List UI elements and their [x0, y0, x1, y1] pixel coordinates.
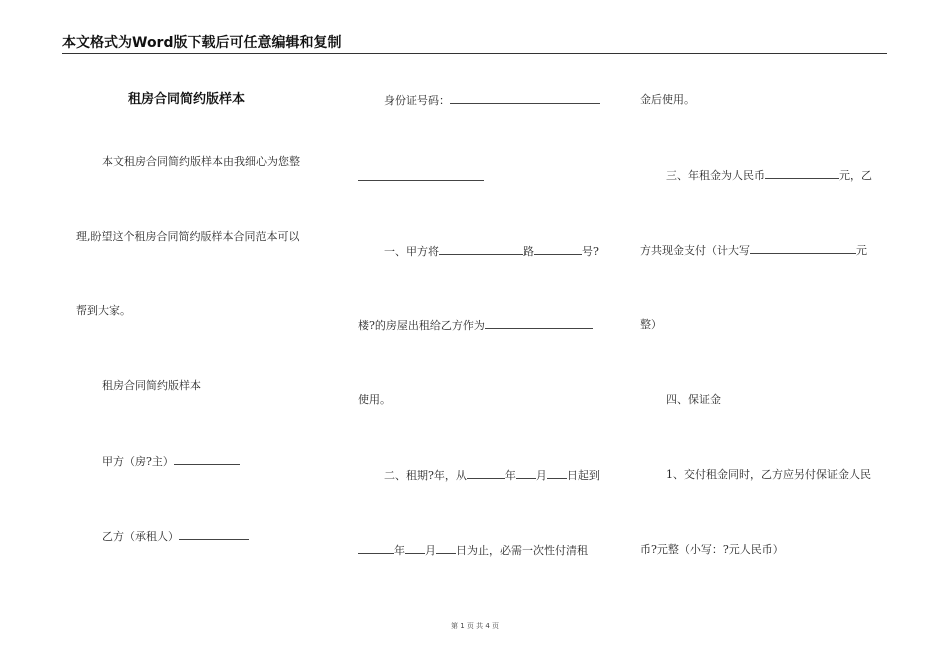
clause-3-text-a: 三、年租金为人民币 [666, 169, 765, 182]
clause-1-line-1 [384, 244, 599, 259]
clause-1-text-a: 一、甲方将 [384, 245, 439, 258]
annual-rent-blank [765, 168, 839, 179]
end-month-blank [405, 543, 425, 554]
end-year-label: 年 [394, 544, 405, 557]
clause-3-text-b: 方共现金支付（计大写 [640, 244, 750, 257]
document-title: 租房合同简约版样本 [128, 92, 246, 107]
clause-2-text-a: 二、租期?年，从 [384, 469, 467, 482]
clause-4-line-2: 币?元整（小写：?元人民币） [640, 543, 784, 556]
road-label: 路 [523, 245, 534, 258]
start-year-blank [467, 468, 505, 479]
page-footer: 第 1 页 共 4 页 [450, 622, 500, 630]
clause-3-line-3: 整） [640, 318, 662, 331]
start-day-label: 日起到 [566, 469, 600, 482]
clause-2-line-1 [384, 468, 600, 483]
intro-line-1: 本文租房合同简约版样本由我细心为您整 [102, 155, 300, 168]
clause-2-text-b: 日为止，必需一次性付清租 [456, 544, 588, 557]
right-line-1: 金后使用。 [640, 93, 695, 106]
road-blank [439, 244, 523, 255]
start-day-blank [547, 468, 567, 479]
end-year-blank [358, 543, 394, 554]
party-b-line [102, 529, 249, 544]
clause-1-text-b: 楼?的房屋出租给乙方作为 [358, 319, 485, 332]
id-number-blank [450, 93, 600, 104]
id-number-line [384, 93, 600, 108]
page-header: 本文格式为Word版下载后可任意编辑和复制 [62, 35, 342, 51]
contract-subtitle: 租房合同简约版样本 [102, 379, 201, 392]
clause-1-line-3: 使用。 [358, 393, 391, 406]
number-label: 号? [582, 245, 599, 258]
clause-1-line-2 [358, 318, 593, 333]
header-divider [62, 53, 887, 54]
intro-line-2: 理,盼望这个租房合同简约版样本合同范本可以 [76, 230, 300, 243]
id-continue-blank [358, 170, 484, 181]
party-b-blank [179, 529, 249, 540]
end-month-label: 月 [425, 544, 436, 557]
id-number-label: 身份证号码： [384, 94, 450, 107]
start-month-blank [516, 468, 536, 479]
clause-2-line-2 [358, 543, 588, 558]
clause-3-line-1 [666, 168, 872, 183]
id-continue-line [358, 170, 484, 185]
clause-4-line-1: 1、交付租金同时，乙方应另付保证金人民 [666, 468, 871, 481]
end-day-blank [436, 543, 456, 554]
start-year-label: 年 [504, 469, 516, 482]
clause-3-line-2 [640, 243, 867, 258]
clause-3-text-b-end: 元 [856, 244, 867, 257]
usage-blank [485, 318, 593, 329]
party-a-line [102, 454, 240, 469]
start-month-label: 月 [535, 469, 547, 482]
party-a-blank [174, 454, 240, 465]
party-a-label: 甲方（房?主） [102, 455, 174, 468]
uppercase-amount-blank [750, 243, 856, 254]
clause-3-text-a-end: 元，乙 [839, 169, 872, 182]
intro-line-3: 帮到大家。 [76, 304, 131, 317]
clause-4-title: 四、保证金 [666, 393, 721, 406]
party-b-label: 乙方（承租人） [102, 530, 179, 543]
number-blank [534, 244, 582, 255]
